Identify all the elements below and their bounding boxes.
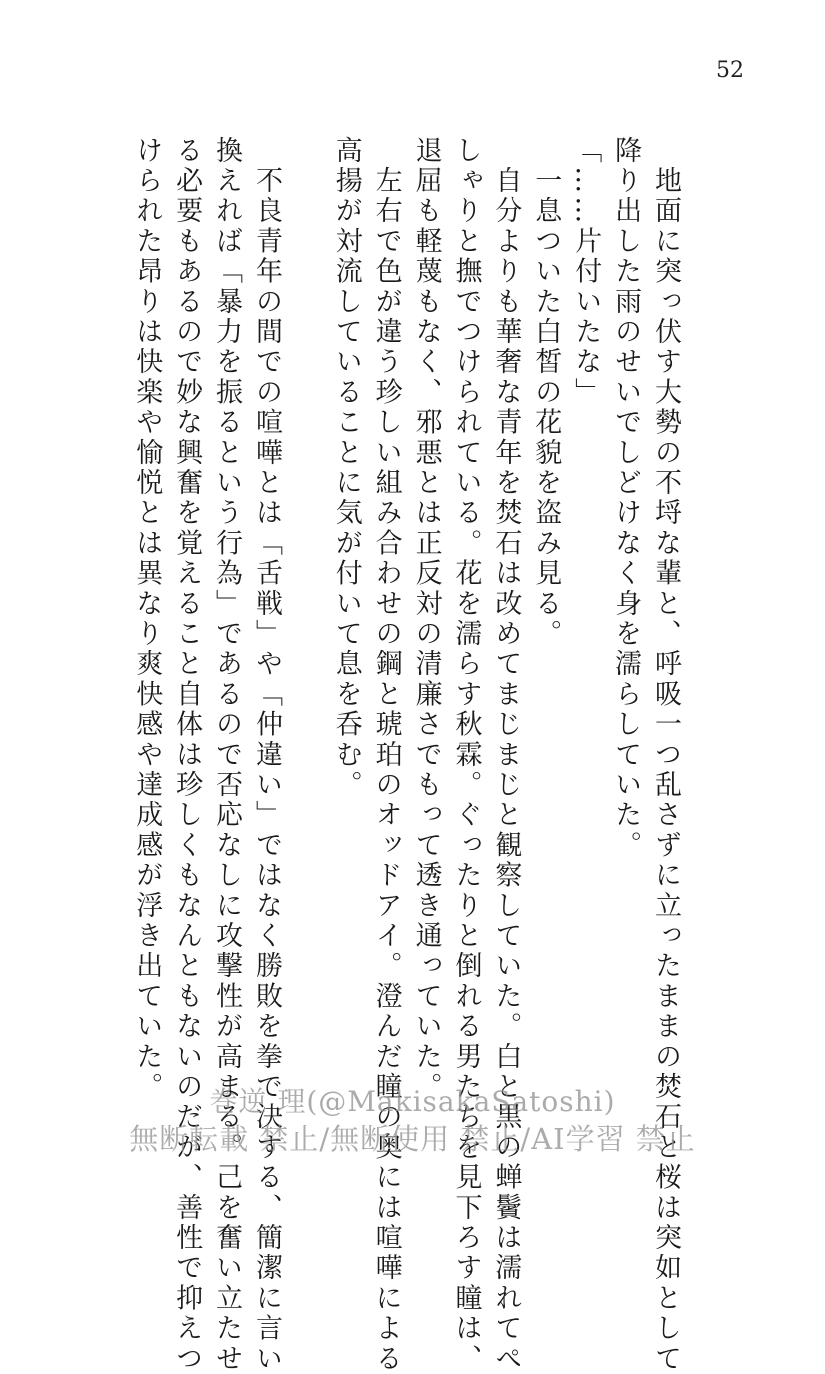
text-column: 「……片付いたな」 xyxy=(570,136,602,408)
text-column: 退屈も軽蔑もなく、邪悪とは正反対の清廉さでもって透き通っていた。 xyxy=(410,136,442,1103)
blank-column xyxy=(286,136,326,1081)
text-column: 不良青年の間での喧嘩とは「舌戦」や「仲違い」ではなく勝敗を拳で決する、簡潔に言い xyxy=(250,136,282,1374)
watermark-author: 巻逆 理(@MakisakaSatoshi) xyxy=(209,1085,616,1118)
text-column: 高揚が対流していることに気が付いて息を呑む。 xyxy=(330,136,362,801)
text-column: けられた昂りは快楽や愉悦とは異なり爽快感や達成感が浮き出ていた。 xyxy=(131,136,163,1103)
text-column: 降り出した雨のせいでしどけなく身を濡らしていた。 xyxy=(610,136,642,861)
text-column: 一息ついた白皙の花貌を盗み見る。 xyxy=(530,136,562,650)
text-column: る必要もあるので妙な興奮を覚えること自体は珍しくもなんともないのだが、善性で抑えつ xyxy=(171,136,203,1374)
text-column: 換えれば「暴力を振るという行為」であるので否応なしに攻撃性が高まる。己を奮い立たせ xyxy=(211,136,243,1374)
text-column: しゃりと撫でつけられている。花を濡らす秋霖。ぐったりと倒れる男たちを見下ろす瞳は、 xyxy=(450,136,482,1374)
text-column: 左右で色が違う珍しい組み合わせの鋼と琥珀のオッドアイ。澄んだ瞳の奥には喧嘩による xyxy=(370,136,402,1374)
text-column: 自分よりも華奢な青年を焚石は改めてまじまじと観察していた。白と黒の蝉鬢は濡れてぺ xyxy=(490,136,522,1374)
text-column: 地面に突っ伏す大勢の不埒な輩と、呼吸一つ乱さずに立ったままの焚石と桜は突如として xyxy=(650,136,681,1374)
page-number: 52 xyxy=(716,58,744,83)
watermark-notice: 無断転載 禁止/無断使用 禁止/AI学習 禁止 xyxy=(129,1122,696,1156)
